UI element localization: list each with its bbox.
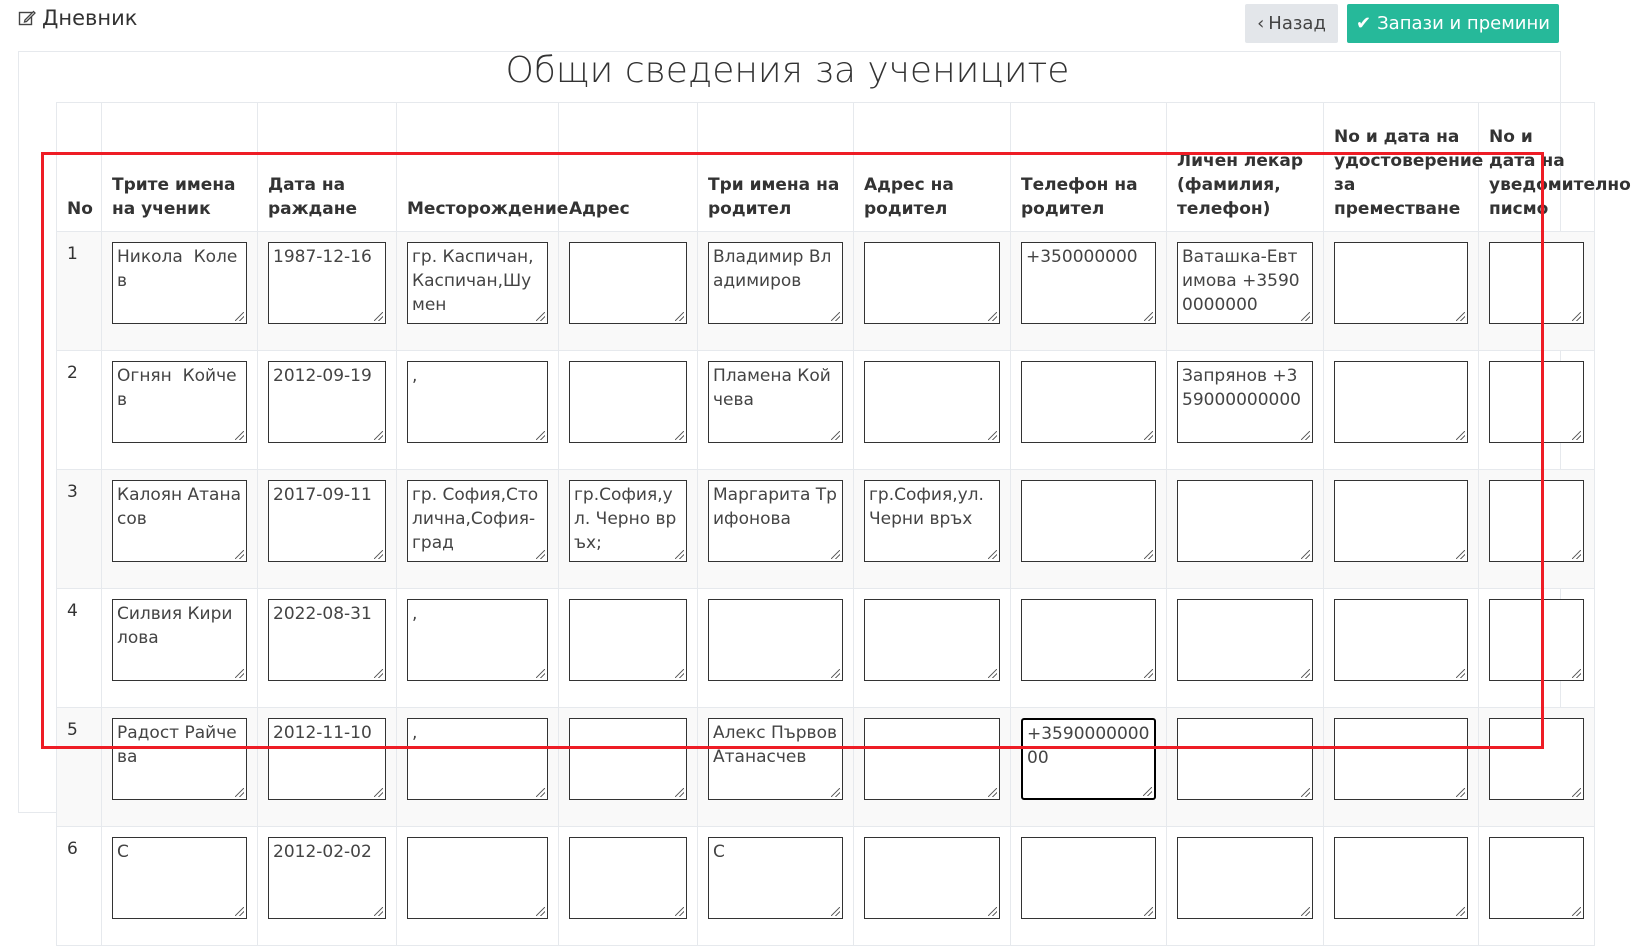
column-header: Личен лекар (фамилия, телефон)	[1167, 103, 1324, 232]
cell-textarea[interactable]: 2012-02-02	[268, 837, 386, 919]
table-row	[57, 589, 1595, 708]
table-cell	[1324, 589, 1479, 708]
table-cell	[102, 708, 258, 827]
table-cell	[1324, 351, 1479, 470]
cell-textarea[interactable]: Никола Колев	[112, 242, 247, 324]
table-cell	[1479, 232, 1595, 351]
cell-textarea[interactable]: Ваташка-Евтимова +35900000000	[1177, 242, 1313, 324]
table-cell	[1167, 827, 1324, 946]
table-cell	[1479, 708, 1595, 827]
table-cell	[698, 470, 854, 589]
column-header: No и дата на удостоверение за преместване	[1324, 103, 1479, 232]
cell-textarea[interactable]	[1489, 599, 1584, 681]
cell-textarea[interactable]	[1177, 837, 1313, 919]
row-number: 4	[57, 589, 102, 708]
cell-textarea[interactable]	[1177, 599, 1313, 681]
cell-textarea[interactable]	[1021, 599, 1156, 681]
column-header: Дата на раждане	[258, 103, 397, 232]
cell-textarea[interactable]: ,	[407, 361, 548, 443]
table-cell	[1479, 470, 1595, 589]
table-row	[57, 708, 1595, 827]
table-cell	[258, 827, 397, 946]
check-icon: ✔	[1356, 13, 1372, 34]
table-header-row	[57, 103, 1595, 232]
table-cell	[1011, 470, 1167, 589]
table-cell	[854, 351, 1011, 470]
table-cell	[1479, 351, 1595, 470]
cell-textarea[interactable]	[407, 837, 548, 919]
students-table	[56, 102, 1631, 946]
table-cell	[397, 232, 559, 351]
table-cell	[258, 470, 397, 589]
cell-textarea[interactable]: Владимир Владимиров	[708, 242, 843, 324]
cell-textarea[interactable]: 2022-08-31	[268, 599, 386, 681]
cell-textarea[interactable]	[1021, 480, 1156, 562]
cell-textarea[interactable]	[864, 361, 1000, 443]
table-cell	[854, 232, 1011, 351]
cell-textarea[interactable]	[1489, 361, 1584, 443]
table-cell	[559, 708, 698, 827]
cell-textarea[interactable]	[1489, 242, 1584, 324]
cell-textarea[interactable]	[864, 242, 1000, 324]
page-title: Общи сведения за учениците	[505, 50, 1070, 91]
cell-textarea[interactable]: Маргарита Трифонова	[708, 480, 843, 562]
table-cell	[1167, 351, 1324, 470]
column-header: No	[57, 103, 102, 232]
cell-textarea[interactable]: гр. София,Столична,София-град	[407, 480, 548, 562]
cell-textarea[interactable]: ,	[407, 599, 548, 681]
cell-textarea[interactable]	[864, 599, 1000, 681]
column-header: Адрес на родител	[854, 103, 1011, 232]
cell-textarea[interactable]	[1334, 242, 1468, 324]
cell-textarea[interactable]	[864, 837, 1000, 919]
students-table-wrapper[interactable]	[56, 102, 1631, 862]
table-cell	[1167, 708, 1324, 827]
table-cell	[1011, 351, 1167, 470]
cell-textarea[interactable]: гр. Каспичан,Каспичан,Шумен	[407, 242, 548, 324]
table-cell	[1324, 232, 1479, 351]
table-cell	[1011, 589, 1167, 708]
header-title: Дневник	[42, 6, 138, 30]
cell-textarea[interactable]	[1334, 837, 1468, 919]
cell-textarea[interactable]	[1489, 480, 1584, 562]
cell-textarea[interactable]: гр.София,ул. Черно връх;	[569, 480, 687, 562]
cell-textarea[interactable]	[1021, 837, 1156, 919]
save-and-next-button[interactable]	[1347, 4, 1559, 43]
table-cell	[854, 827, 1011, 946]
row-number: 1	[57, 232, 102, 351]
cell-textarea[interactable]	[569, 242, 687, 324]
cell-textarea[interactable]: С	[708, 837, 843, 919]
column-header: Месторождение	[397, 103, 559, 232]
cell-textarea[interactable]: +359000000000	[1021, 718, 1156, 800]
column-header: Адрес	[559, 103, 698, 232]
table-cell	[559, 827, 698, 946]
table-cell	[102, 470, 258, 589]
cell-textarea[interactable]: Силвия Кирилова	[112, 599, 247, 681]
edit-icon	[18, 9, 36, 27]
table-cell	[102, 232, 258, 351]
back-button-label: Назад	[1268, 13, 1326, 34]
cell-textarea[interactable]	[1334, 480, 1468, 562]
column-header: No и дата на уведомително писмо	[1479, 103, 1595, 232]
table-cell	[559, 589, 698, 708]
table-cell	[1479, 589, 1595, 708]
cell-textarea[interactable]	[864, 718, 1000, 800]
page-header	[18, 6, 138, 30]
row-number: 6	[57, 827, 102, 946]
back-button[interactable]	[1245, 4, 1338, 43]
table-cell	[1324, 827, 1479, 946]
cell-textarea[interactable]: 2017-09-11	[268, 480, 386, 562]
table-cell	[559, 232, 698, 351]
cell-textarea[interactable]: Калоян Атанасов	[112, 480, 247, 562]
cell-textarea[interactable]: ,	[407, 718, 548, 800]
table-cell	[559, 351, 698, 470]
cell-textarea[interactable]	[1334, 361, 1468, 443]
cell-textarea[interactable]	[569, 599, 687, 681]
cell-textarea[interactable]	[569, 361, 687, 443]
table-cell	[397, 827, 559, 946]
save-button-label: Запази и премини	[1377, 13, 1550, 34]
table-cell	[559, 470, 698, 589]
table-row	[57, 232, 1595, 351]
cell-textarea[interactable]: С	[112, 837, 247, 919]
table-cell	[102, 589, 258, 708]
row-number: 2	[57, 351, 102, 470]
table-cell	[1324, 708, 1479, 827]
cell-textarea[interactable]	[569, 837, 687, 919]
table-cell	[698, 589, 854, 708]
chevron-left-icon: ‹	[1257, 13, 1265, 34]
cell-textarea[interactable]	[1489, 837, 1584, 919]
table-cell	[1167, 232, 1324, 351]
cell-textarea[interactable]: 1987-12-16	[268, 242, 386, 324]
table-cell	[1324, 470, 1479, 589]
table-cell	[258, 351, 397, 470]
cell-textarea[interactable]	[1177, 480, 1313, 562]
table-cell	[854, 470, 1011, 589]
cell-textarea[interactable]	[569, 718, 687, 800]
table-cell	[102, 827, 258, 946]
table-cell	[698, 351, 854, 470]
cell-textarea[interactable]: Радост Райчева	[112, 718, 247, 800]
cell-textarea[interactable]	[708, 599, 843, 681]
table-row	[57, 827, 1595, 946]
table-cell	[1011, 232, 1167, 351]
table-cell	[698, 827, 854, 946]
table-cell	[397, 470, 559, 589]
table-cell	[1167, 589, 1324, 708]
cell-textarea[interactable]: Алекс Първов Атанасчев	[708, 718, 843, 800]
table-cell	[102, 351, 258, 470]
table-cell	[258, 232, 397, 351]
column-header: Телефон на родител	[1011, 103, 1167, 232]
cell-textarea[interactable]	[1334, 599, 1468, 681]
row-number: 5	[57, 708, 102, 827]
table-row	[57, 351, 1595, 470]
cell-textarea[interactable]: Запрянов +359000000000	[1177, 361, 1313, 443]
table-cell	[258, 589, 397, 708]
cell-textarea[interactable]	[1334, 718, 1468, 800]
cell-textarea[interactable]: гр.София,ул. Черни връх	[864, 480, 1000, 562]
column-header: Трите имена на ученик	[102, 103, 258, 232]
cell-textarea[interactable]	[1489, 718, 1584, 800]
table-cell	[854, 708, 1011, 827]
table-row	[57, 470, 1595, 589]
table-cell	[698, 708, 854, 827]
table-cell	[397, 589, 559, 708]
table-cell	[698, 232, 854, 351]
table-cell	[397, 351, 559, 470]
cell-textarea[interactable]: +350000000	[1021, 242, 1156, 324]
table-cell	[1167, 470, 1324, 589]
cell-textarea[interactable]: 2012-09-19	[268, 361, 386, 443]
column-header: Три имена на родител	[698, 103, 854, 232]
cell-textarea[interactable]: Пламена Койчева	[708, 361, 843, 443]
cell-textarea[interactable]	[1177, 718, 1313, 800]
cell-textarea[interactable]: 2012-11-10	[268, 718, 386, 800]
cell-textarea[interactable]	[1021, 361, 1156, 443]
table-cell	[1479, 827, 1595, 946]
cell-textarea[interactable]: Огнян Койчев	[112, 361, 247, 443]
table-cell	[854, 589, 1011, 708]
table-cell	[1011, 827, 1167, 946]
table-cell	[258, 708, 397, 827]
table-cell	[1011, 708, 1167, 827]
row-number: 3	[57, 470, 102, 589]
table-cell	[397, 708, 559, 827]
